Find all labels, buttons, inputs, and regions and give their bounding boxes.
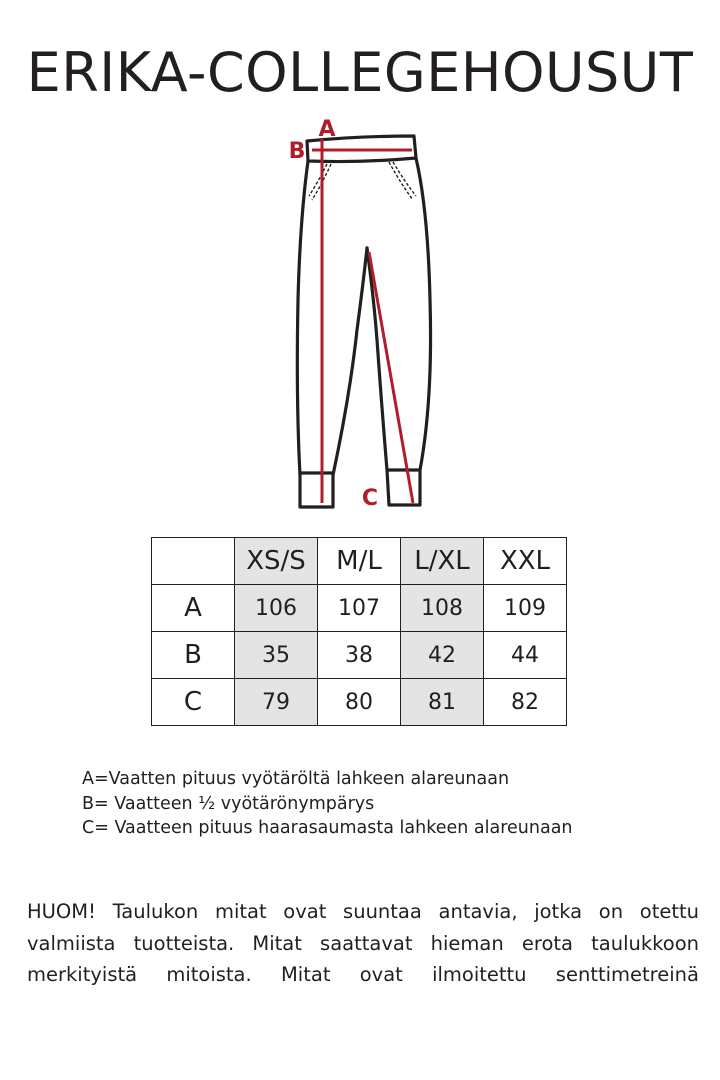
table-cell: 82: [484, 679, 567, 726]
label-c: C: [361, 486, 379, 511]
table-header-cell: XS/S: [235, 538, 318, 585]
table-cell: 108: [401, 585, 484, 632]
table-cell: 106: [235, 585, 318, 632]
disclaimer-note: HUOM! Taulukon mitat ovat suuntaa antavia, jotka on otettu valmiista tuotteista. Mitat saattavat hieman erota taulukkoon merkityistä mitoista. Mitat ovat ilmoitettu senttimetreinä: [27, 900, 699, 986]
table-cell: 79: [235, 679, 318, 726]
table-cell: 35: [235, 632, 318, 679]
legend-item-c: C= Vaatteen pituus haarasaumasta lahkeen alareunaan: [82, 818, 573, 838]
table-cell: 38: [318, 632, 401, 679]
label-a: A: [318, 117, 336, 142]
page-title: ERIKA-COLLEGEHOUSUT: [26, 41, 694, 104]
table-header-cell: M/L: [318, 538, 401, 585]
label-b: B: [288, 139, 306, 164]
table-cell: 44: [484, 632, 567, 679]
size-table: [151, 537, 567, 726]
row-label: B: [152, 632, 235, 679]
table-row: [152, 585, 567, 632]
row-label: C: [152, 679, 235, 726]
table-row: [152, 632, 567, 679]
pocket-lines: [309, 162, 416, 200]
measurement-legend: [82, 767, 573, 841]
table-cell: 42: [401, 632, 484, 679]
table-header-cell: XXL: [484, 538, 567, 585]
table-cell: 80: [318, 679, 401, 726]
legend-item-b: B= Vaatteen ½ vyötärönympärys: [82, 793, 375, 814]
table-corner-cell: [152, 538, 235, 585]
table-cell: 109: [484, 585, 567, 632]
table-row: [152, 679, 567, 726]
measurement-lines: [312, 139, 413, 503]
table-header-row: [152, 538, 567, 585]
legend-item-a: A=Vaatten pituus vyötäröltä lahkeen alareunaan: [82, 769, 510, 789]
table-cell: 107: [318, 585, 401, 632]
table-header-cell: L/XL: [401, 538, 484, 585]
table-cell: 81: [401, 679, 484, 726]
row-label: A: [152, 585, 235, 632]
